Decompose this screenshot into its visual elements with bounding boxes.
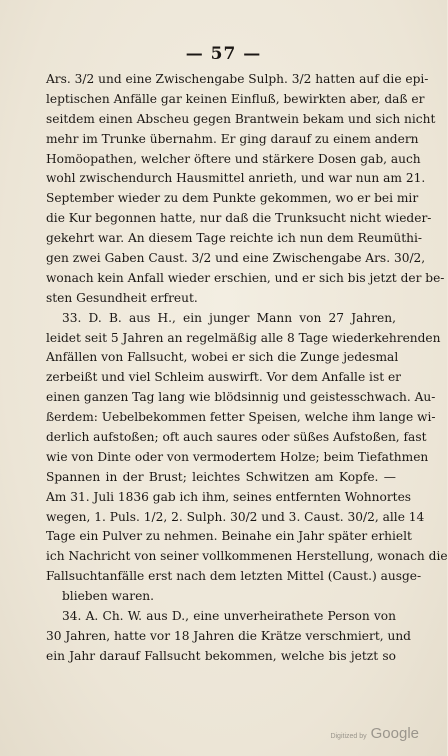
text-line: ein Jahr darauf Fallsucht bekommen, welche bis jetzt so [46,648,396,663]
paragraph-case-33 [46,309,448,607]
text-line: einen ganzen Tag lang wie blödsinnig und geistesschwach. Au- [46,390,436,405]
text-line: wie von Dinte oder von vermodertem Holze; beim Tiefathmen [46,449,429,464]
text-line: wegen, 1. Puls. 1/2, 2. Sulph. 30/2 und 3. Caust. 30/2, alle 14 [46,509,425,524]
page-number: — 57 — [185,44,262,64]
text-line: gen zwei Gaben Caust. 3/2 und eine Zwischengabe Ars. 30/2, [46,251,426,266]
text-line: Homöopathen, welcher öftere und stärkere Dosen gab, auch [46,151,421,166]
text-line: ßerdem: Uebelbekommen fetter Speisen, welche ihm lange wi- [46,410,436,425]
text-line: die Kur begonnen hatte, nur daß die Trunksucht nicht wieder- [46,211,432,226]
text-line: leidet seit 5 Jahren an regelmäßig alle 8 Tage wiederkehrenden [46,330,441,345]
text-line: 30 Jahren, hatte vor 18 Jahren die Krätze verschmiert, und [46,628,411,643]
digitized-by-text: Digitized by [330,733,367,740]
text-line: September wieder zu dem Punkte gekommen, wo er bei mir [46,191,419,206]
body-text [46,70,448,667]
text-line: mehr im Trunke übernahm. Er ging darauf zu einem andern [46,131,419,146]
text-line: sten Gesundheit erfreut. [46,290,198,305]
text-line: blieben waren. [62,589,155,604]
text-line: 34. A. Ch. W. aus D., eine unverheirathete Person von [62,609,396,624]
paragraph-continuation [46,70,445,309]
text-line: seitdem einen Abscheu gegen Brantwein bekam und sich nicht [46,111,436,126]
text-line: 33. D. B. aus H., ein junger Mann von 27 Jahren, [62,310,396,325]
text-line: Ars. 3/2 und eine Zwischengabe Sulph. 3/2 hatten auf die epi- [46,72,429,86]
text-line: wonach kein Anfall wieder erschien, und er sich bis jetzt der be- [46,270,445,285]
paragraph-case-34 [46,607,411,667]
text-line: Tage ein Pulver zu nehmen. Beinahe ein Jahr später erhielt [46,529,412,544]
text-line: leptischen Anfälle gar keinen Einfluß, bewirkten aber, daß er [46,91,425,106]
text-line: derlich aufstoßen; oft auch saures oder süßes Aufstoßen, fast [46,430,427,445]
text-line: zerbeißt und viel Schleim auswirft. Vor dem Anfalle ist er [46,370,402,385]
google-logo: Google [370,725,419,742]
text-line: Am 31. Juli 1836 gab ich ihm, seines entfernten Wohnortes [46,489,412,504]
text-line: gekehrt war. An diesem Tage reichte ich nun dem Reumüthi- [46,231,422,246]
text-line: Anfällen von Fallsucht, wobei er sich die Zunge jedesmal [46,350,399,365]
text-line: ich Nachricht von seiner vollkommenen Herstellung, wonach die [46,549,448,564]
text-line: Fallsuchtanfälle erst nach dem letzten Mittel (Caust.) ausge- [46,569,422,584]
text-line: Spannen in der Brust; leichtes Schwitzen am Kopfe. — [46,469,396,484]
text-line: wohl zwischendurch Hausmittel anrieth, und war nun am 21. [46,171,426,186]
digitized-watermark [330,725,419,742]
